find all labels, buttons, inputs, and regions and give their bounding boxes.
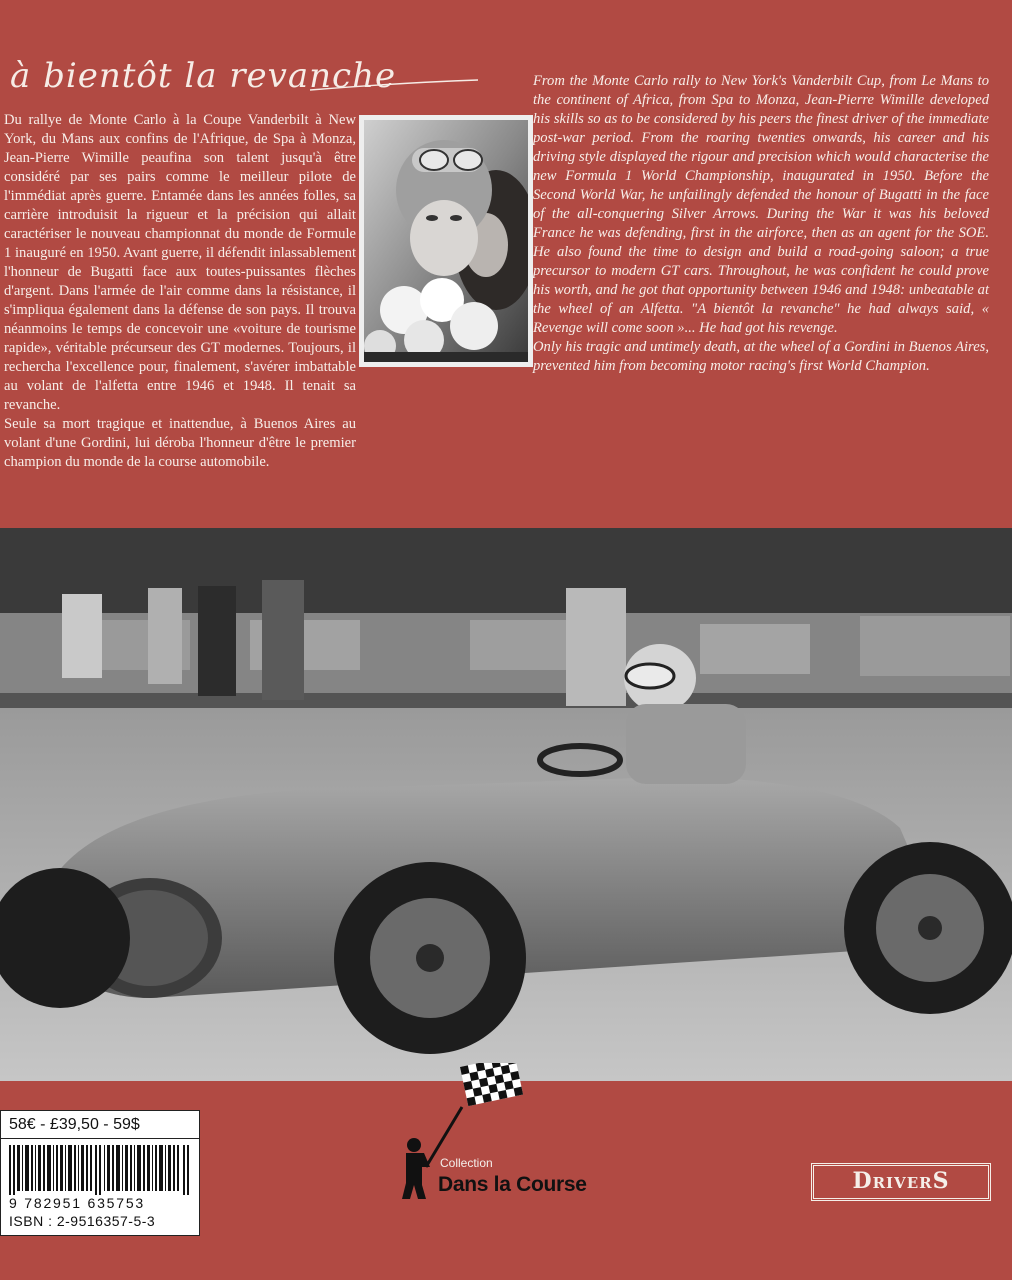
isbn-label: ISBN : 2-9516357-5-3 xyxy=(9,1213,156,1229)
english-paragraph-1: From the Monte Carlo rally to New York's Vanderbilt Cup, from Le Mans to the continent of Africa, from Spa to Monza, Jean-Pierre Wimille developed his skills so as to be considered by his peers the finest driver of the immediate post-war period. From the roaring twenties onwards, his career and his driving style displayed the rigour and precision which would characterise the new Formula 1 World Championship, inaugurated in 1950. Before the Second World War, he unfailingly defended the honour of Bugatti in the face of the all-conquering Silver Arrows. During the War it was his beloved France he was defending, first in the airforce, then as an agent for the SOE. He also found the time to design and build a road-going saloon; a true precursor to modern GT cars. Throughout, he was confident he could prove his worth, and he got that opportunity between 1946 and 1948: unbeatable at the wheel of an Alfetta. "A bientôt la revanche" he had always said, « Revenge will come soon »... He had got his revenge. xyxy=(533,73,989,336)
script-title xyxy=(10,52,480,110)
french-description xyxy=(4,111,356,472)
price-label: 58€ - £39,50 - 59$ xyxy=(1,1111,199,1139)
french-paragraph-1: Du rallye de Monte Carlo à la Coupe Vanderbilt à New York, du Mans aux confins de l'Afrique, de Spa à Monza, Jean-Pierre Wimille peaufina son talent jusqu'à être considéré par ses pairs comme le meilleur pilote de l'immédiat après guerre. Entamée dans les années folles, sa carrière introduisit la rigueur et la précision qui allait caractériser le nouveau championnat du monde de Formule 1 inauguré en 1950. Avant guerre, il défendit inlassablement l'honneur de Bugatti face aux toutes-puissantes flèches d'argent. Dans l'armée de l'air comme dans la résistance, il s'impliqua également dans la défense de son pays. Il trouva néanmoins le temps de concevoir une «voiture de tourisme rapide», véritable précurseur des GT modernes. Toujours, il rechercha l'excellence pour, finalement, s'avérer imbattable au volant de l'alfetta entre 1946 et 1948. Il tenait sa revanche. xyxy=(4,112,356,413)
photo-racing-car xyxy=(0,528,1012,1081)
english-description xyxy=(523,72,989,376)
barcode-sticker xyxy=(0,1110,200,1236)
script-underline-flourish xyxy=(10,52,480,110)
french-paragraph-2: Seule sa mort tragique et inattendue, à Buenos Aires au volant d'une Gordini, lui déroba l'honneur d'être le premier champion du monde de la course automobile. xyxy=(4,416,356,470)
collection-logo xyxy=(396,1063,636,1223)
photo-racing-car-image xyxy=(0,528,1012,1081)
english-paragraph-2: Only his tragic and untimely death, at the wheel of a Gordini in Buenos Aires, prevented him from becoming motor racing's first World Champion. xyxy=(533,339,989,374)
collection-name: Dans la Course xyxy=(438,1173,587,1196)
script-title-text: à bientôt la revanche xyxy=(10,56,397,96)
publisher-logo: DriverS xyxy=(811,1163,991,1201)
text-wrap-spacer xyxy=(353,118,525,370)
flag-man-icon xyxy=(396,1063,636,1223)
barcode-digits: 9 782951 635753 xyxy=(9,1195,145,1211)
barcode-image xyxy=(9,1145,191,1195)
collection-label: Collection xyxy=(440,1156,493,1170)
